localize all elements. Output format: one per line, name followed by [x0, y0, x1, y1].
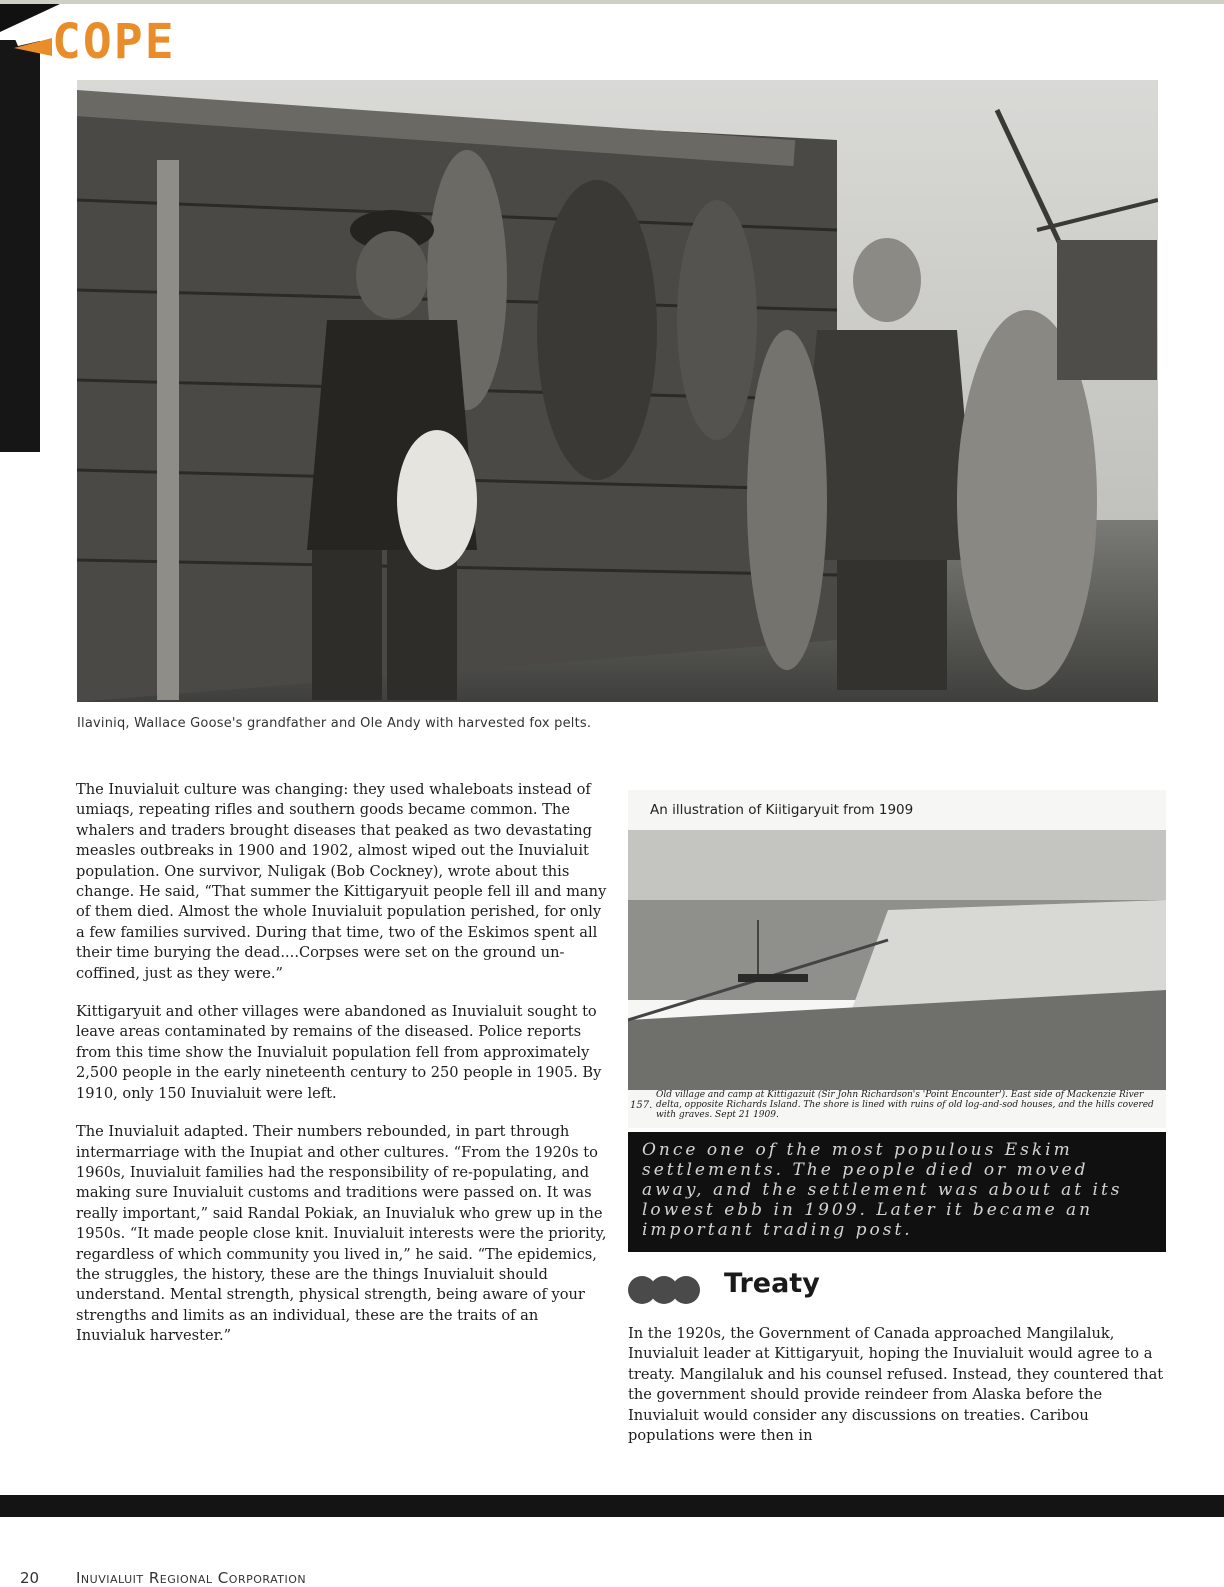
main-photo-caption: Ilaviniq, Wallace Goose's grandfather and Ole Andy with harvested fox pelts.: [77, 716, 592, 731]
footer-bar: [0, 1495, 1224, 1517]
chalk-note-text: Once one of the most populous Eskim settlements. The people died or moved away, and the settlement was about at its lowest ebb in 1909. Later it became an important trading post.: [642, 1140, 1123, 1240]
body-paragraph: Kittigaryuit and other villages were abandoned as Inuvialuit sought to leave areas contaminated by remains of the diseased. Police reports from this time show the Inuvialuit population fell from approximately 2,500 people in the early nineteenth century to 250 people in 1905. By 1910, only 150 Inuvialuit were left.: [76, 1003, 602, 1102]
body-paragraph: The Inuvialuit adapted. Their numbers rebounded, in part through intermarriage with the Inupiat and other cultures. “From the 1920s to 1960s, Inuvialuit families had the responsibility of re-populating, and making sure Inuvialuit customs and traditions were passed on. It was really important,” said Randal Pokiak, an Inuvialuk who grew up in the 1950s. “It made people close knit. Inuvialuit interests were the priority, regardless of which community you lived in,” he said. “The epidemics, the struggles, the history, these are the things Inuvialuit should understand. Mental strength, physical strength, being aware of your strengths and limits as an individual, these are the traits of an Inuvialuk harvester.”: [76, 1123, 607, 1345]
page-number: 20: [20, 1569, 40, 1587]
inset-plate-number: 157.: [630, 1100, 653, 1111]
main-photo: [77, 80, 1158, 702]
chalk-note-box: [628, 1132, 1166, 1252]
body-paragraph: The Inuvialuit culture was changing: they used whaleboats instead of umiaqs, repeating rifles and southern goods became common. The whalers and traders brought diseases that peaked as two devastating measles outbreaks in 1900 and 1902, almost wiped out the Inuvialuit population. One survivor, Nuligak (Bob Cockney), wrote about this change. He said, “That summer the Kittigaryuit people fell ill and many of them died. Almost the whole Inuvialuit population perished, for only a few families survived. During that time, two of the Eskimos spent all their time burying the dead....Corpses were set on the ground un-coffined, just as they were.”: [76, 781, 607, 982]
logo-text: COPE: [52, 14, 176, 70]
footer-organization: Inuvialuit Regional Corporation: [76, 1569, 307, 1587]
left-edge-bar: [0, 40, 40, 452]
inset-photo-kittigaryuit: [628, 790, 1166, 1128]
body-column-left: [76, 780, 608, 1365]
inset-photo-label: An illustration of Kiitigaryuit from 1909: [650, 802, 914, 818]
inset-handwritten-caption: Old village and camp at Kittigazuit (Sir John Richardson's 'Point Encounter'). East side of Mackenzie River delta, opposite Richards Island. The shore is lined with ruins of old log-and-sod houses, and the hills covered with graves. Sept 21 1909.: [656, 1090, 1154, 1120]
treaty-heading: Treaty: [724, 1268, 820, 1299]
treaty-paragraph: In the 1920s, the Government of Canada approached Mangilaluk, Inuvialuit leader at Kittigaryuit, hoping the Inuvialuit would agree to a treaty. Mangilaluk and his counsel refused. Instead, they countered that the government should provide reindeer from Alaska before the Inuvialuit would consider any discussions on treaties. Caribou populations were then in: [628, 1325, 1164, 1445]
cope-logo: [0, 4, 200, 74]
section-dots-icon: [628, 1276, 708, 1304]
